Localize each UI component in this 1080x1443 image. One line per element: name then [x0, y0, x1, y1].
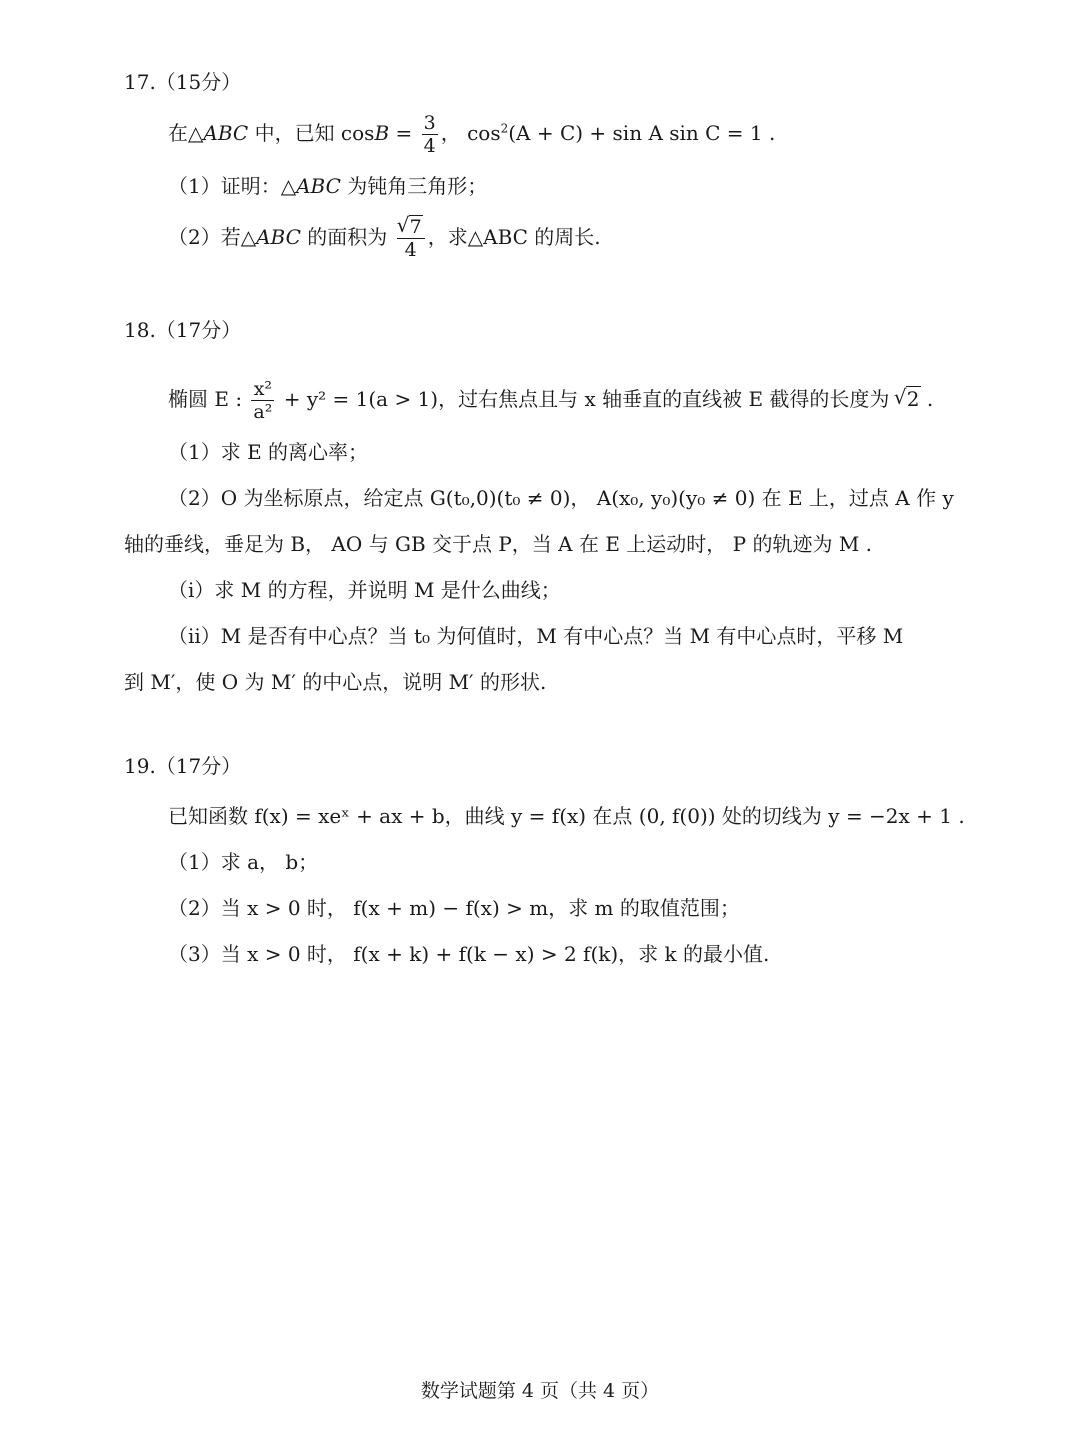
- q17-intro: [168, 112, 775, 157]
- sqrt-symbol: [399, 216, 423, 238]
- page-footer: 数学试题第 4 页（共 4 页）: [420, 1380, 660, 1402]
- q18-part-i: （ⅰ）求 M 的方程，并说明 M 是什么曲线；: [168, 578, 561, 602]
- q18-heading: 18.（17分）: [124, 318, 242, 342]
- q18-intro: [168, 378, 933, 423]
- q18-part1: （1）求 E 的离心率；: [168, 440, 369, 464]
- q17-intro-rest: (A + C) + sin A sin C = 1 .: [508, 121, 776, 145]
- q17-intro-b: B: [374, 121, 390, 145]
- q17-intro-cos2: ， cos: [440, 121, 501, 145]
- q17-part2-pre: （2）若△: [168, 225, 257, 249]
- q17-part2-root: 7: [409, 216, 422, 238]
- q17-heading: 17.（15分）: [124, 70, 242, 94]
- q18-part-ii-line2: 到 M′，使 O 为 M′ 的中心点，说明 M′ 的形状.: [124, 670, 547, 694]
- q17-intro-text: 在△: [168, 121, 204, 145]
- q17-part2-post: ，求△ABC 的周长.: [427, 225, 601, 249]
- q18-part2-line2: 轴的垂线，垂足为 B， AO 与 GB 交于点 P，当 A 在 E 上运动时， P 的轨迹为 M .: [124, 532, 873, 556]
- q17-part1-pre: （1）证明：△: [168, 174, 297, 198]
- q17-part2-mid: 的面积为: [300, 225, 394, 249]
- q17-intro-triangle: ABC: [203, 121, 249, 145]
- q17-part1: [168, 172, 487, 200]
- q19-part1: （1）求 a， b；: [168, 850, 319, 874]
- q17-part1-abc: ABC: [296, 174, 341, 198]
- q18-intro-pre: 椭圆 E :: [168, 387, 249, 411]
- q18-intro-post: + y² = 1(a > 1)，过右焦点且与 x 轴垂直的直线被 E 截得的长度为: [277, 387, 896, 411]
- q17-intro-eq: =: [389, 121, 419, 145]
- q17-intro-cos: 中，已知 cos: [248, 121, 375, 145]
- q17-part2-den: 4: [404, 239, 417, 261]
- q19-part3: （3）当 x > 0 时， f(x + k) + f(k − x) > 2 f(k)，求 k 的最小值.: [168, 942, 770, 966]
- q18-intro-root: 2: [906, 387, 920, 411]
- q19-intro: 已知函数 f(x) = xeˣ + ax + b，曲线 y = f(x) 在点 (0, f(0)) 处的切线为 y = −2x + 1 .: [168, 804, 965, 828]
- q17-part2-abc: ABC: [256, 225, 301, 249]
- q17-intro-sup: 2: [500, 121, 509, 136]
- q17-part2: [168, 216, 601, 261]
- q18-fraction-den: a²: [253, 401, 273, 423]
- q18-part-ii-line1: （ⅱ）M 是否有中心点？当 t₀ 为何值时，M 有中心点？当 M 有中心点时，平移 M: [168, 624, 904, 648]
- q19-heading: 19.（17分）: [124, 754, 242, 778]
- q18-intro-end: .: [920, 387, 934, 411]
- q18-fraction: [251, 378, 274, 423]
- q17-part2-fraction: [397, 216, 425, 261]
- q18-part2-line1: （2）O 为坐标原点，给定点 G(t₀,0)(t₀ ≠ 0)， A(x₀, y₀)(y₀ ≠ 0) 在 E 上，过点 A 作 y: [168, 486, 954, 510]
- q17-fraction: [422, 112, 438, 157]
- q17-fraction-den: 4: [423, 135, 436, 157]
- q17-fraction-num: 3: [423, 112, 436, 134]
- sqrt-symbol: [896, 385, 921, 413]
- q18-fraction-num: x²: [251, 378, 274, 401]
- q19-part2: （2）当 x > 0 时， f(x + m) − f(x) > m，求 m 的取值范围；: [168, 896, 740, 920]
- q17-part1-post: 为钝角三角形；: [340, 174, 488, 198]
